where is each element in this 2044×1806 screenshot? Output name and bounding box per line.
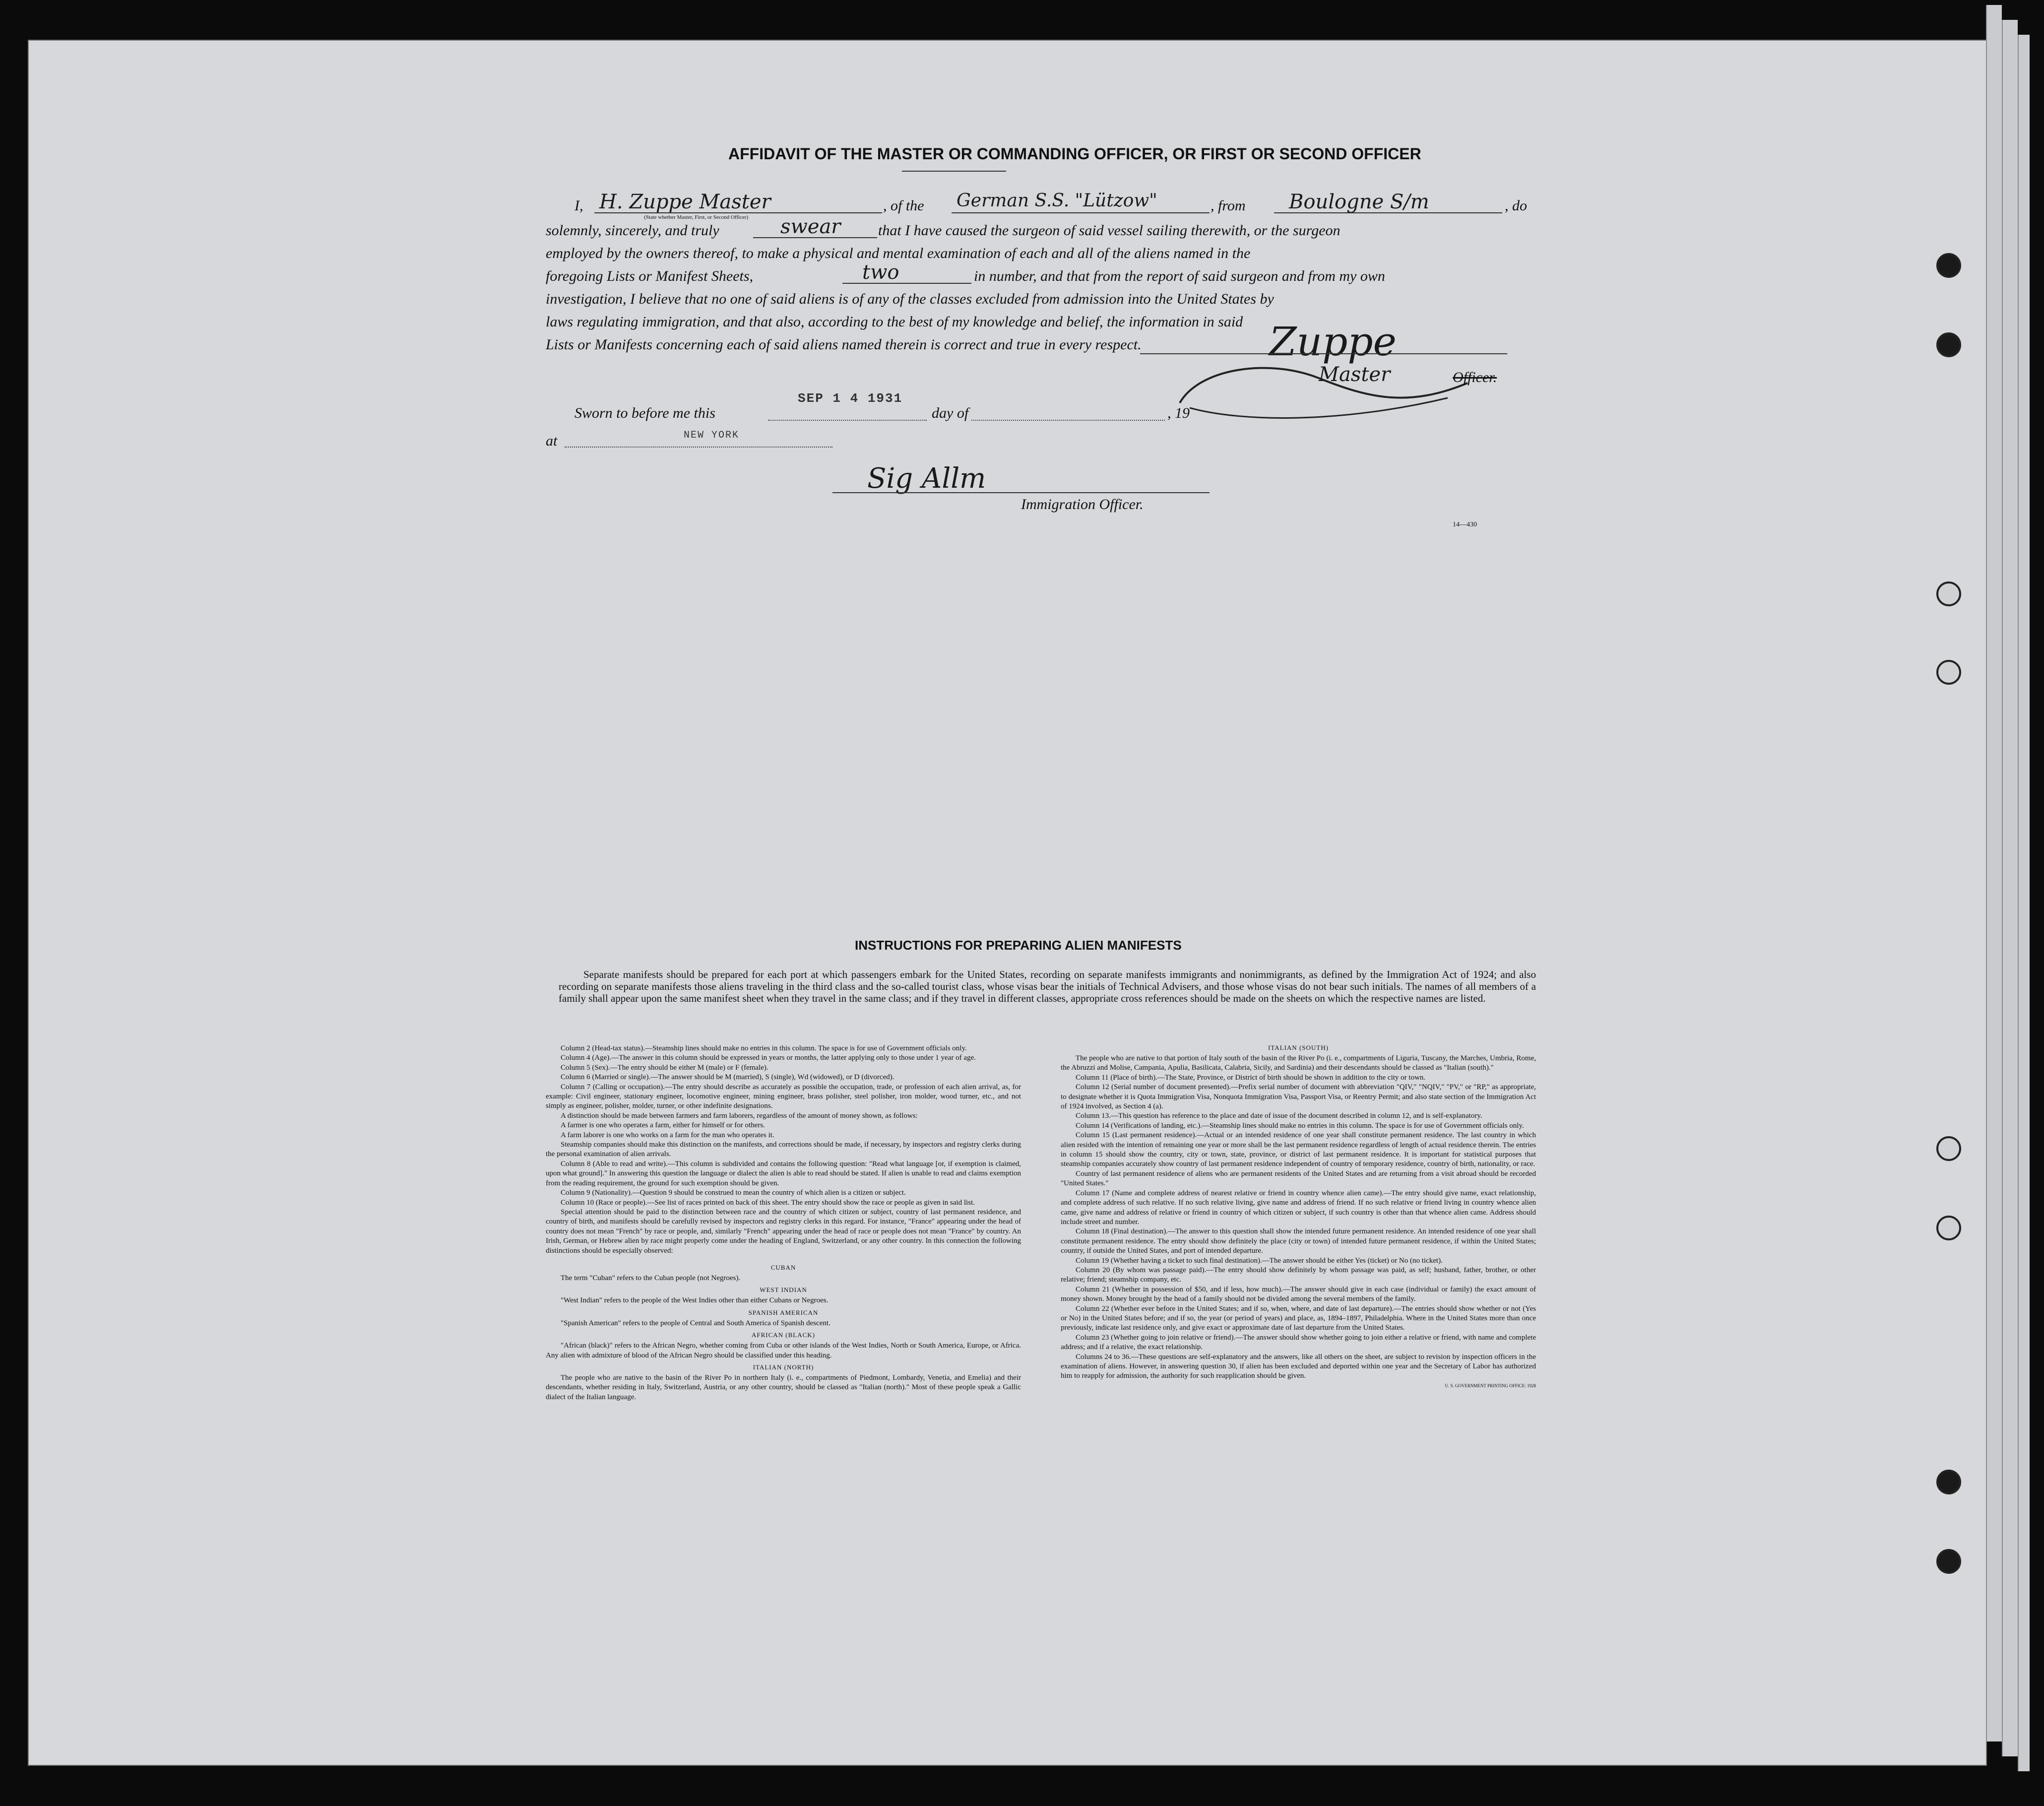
sheet-count-line bbox=[842, 283, 971, 284]
left-para: Column 2 (Head-tax status).—Steamship lines should make no entries in this column. The space is for use of Government officials only. bbox=[561, 1044, 967, 1052]
page-edge bbox=[2002, 20, 2018, 1756]
immigration-officer-title: Immigration Officer. bbox=[1021, 496, 1144, 513]
heading-italian-north: ITALIAN (NORTH) bbox=[753, 1363, 814, 1371]
right-para: Column 14 (Verifications of landing, etc.).—Steamship lines should make no entries in this column. The space is for use of Government officials only. bbox=[1076, 1121, 1524, 1130]
officer-struck: Officer. bbox=[1453, 369, 1497, 386]
year-label: , 19 bbox=[1167, 405, 1190, 421]
at-label: at bbox=[546, 433, 558, 449]
left-para: The term "Cuban" refers to the Cuban people (not Negroes). bbox=[561, 1274, 741, 1282]
affidavit-line4-a: foregoing Lists or Manifest Sheets, bbox=[546, 268, 754, 284]
left-para: Column 8 (Able to read and write).—This column is subdivided and contains the following question: "Read what language [or, if exemption is claimed, upon what ground]." In answering this question the language or dialect the alien is able to read should be stated. If alien is unable to read and claims exemption from the reading requirement, the ground for such exemption should be given. bbox=[546, 1160, 1021, 1187]
left-para: Column 7 (Calling or occupation).—The entry should describe as accurately as possible the occupation, trade, or profession of each alien arrival, as, for example: Civil engineer, stationary engineer, locomotive engineer, mining engineer, brass polisher, steel polisher, iron molder, wood turner, etc., and not simply as engineer, polisher, molder, turner, or other indefinite designations. bbox=[546, 1083, 1021, 1110]
binder-hole-icon bbox=[1936, 332, 1961, 357]
instructions-right-column bbox=[1061, 1044, 1536, 1391]
place-line bbox=[565, 447, 832, 448]
sworn-date-line bbox=[768, 420, 927, 421]
sworn-date-stamp: SEP 1 4 1931 bbox=[798, 391, 903, 406]
left-para: "West Indian" refers to the people of the West Indies other than either Cubans or Negroes. bbox=[561, 1296, 829, 1305]
right-para: Columns 24 to 36.—These questions are self-explanatory and the answers, like all others on the sheet, are subject to revision by inspection officers in the examination of aliens. However, in answering question 30, if alien has been excluded and deported within one year and the Secretary of Labor has authorized him to reapply for admission, the authority for such reapplication should be given. bbox=[1061, 1353, 1536, 1380]
binder-hole-icon bbox=[1936, 1136, 1961, 1161]
left-para: The people who are native to the basin of the River Po in northern Italy (i. e., compartments of Piedmont, Lombardy, Venetia, and Emelia) and their descendants, whether residing in Italy, Switzerland, Austria, or any other country, should be classed as "Italian (north)." Most of these people speak a Gallic dialect of the Italian language. bbox=[546, 1373, 1021, 1401]
vessel-line bbox=[952, 212, 1210, 213]
affidavit-title: AFFIDAVIT OF THE MASTER OR COMMANDING OFFICER, OR FIRST OR SECOND OFFICER bbox=[728, 145, 1421, 163]
affidavit-line2-a: solemnly, sincerely, and truly bbox=[546, 222, 719, 239]
right-para: Column 11 (Place of birth).—The State, Province, or District of birth should be shown in addition to the city or town. bbox=[1076, 1073, 1426, 1082]
day-of-label: day of bbox=[932, 405, 969, 421]
month-line bbox=[971, 420, 1165, 421]
master-signature: Zuppe bbox=[1269, 319, 1397, 365]
master-name-line bbox=[594, 212, 882, 213]
heading-african: AFRICAN (BLACK) bbox=[751, 1331, 816, 1339]
right-para: Column 22 (Whether ever before in the United States; and if so, when, where, and date of last departure).—The entries should show whether or not (Yes or No) in the United States before; and if so, the year (or period of years) and place, as, 1894–1897, Philadelphia. Where in the United States more than once previously, indicate last residence only, and give exact or approximate date of last departure from the United States. bbox=[1061, 1304, 1536, 1332]
affidavit-i-label: I, bbox=[575, 197, 583, 214]
binder-hole-icon bbox=[1936, 1470, 1961, 1494]
left-para: A distinction should be made between farmers and farm laborers, regardless of the amount of money shown, as follows: bbox=[561, 1111, 918, 1120]
binder-hole-icon bbox=[1936, 1549, 1961, 1574]
heading-spanish-american: SPANISH AMERICAN bbox=[748, 1308, 819, 1316]
oath-handwritten: swear bbox=[780, 215, 841, 238]
right-para: Column 20 (By whom was passage paid).—The entry should show definitely by whom passage was paid, as self; husband, father, brother, or other relative; friend; steamship company, etc. bbox=[1061, 1266, 1536, 1284]
affidavit-line7: Lists or Manifests concerning each of said aliens named therein is correct and true in every respect. bbox=[546, 336, 1142, 353]
heading-cuban: CUBAN bbox=[770, 1263, 796, 1271]
sworn-label: Sworn to before me this bbox=[575, 405, 715, 421]
document-page bbox=[29, 41, 1986, 1765]
instructions-intro: Separate manifests should be prepared for each port at which passengers embark for the United States, recording on separate manifests immigrants and nonimmigrants, as defined by the Immigration Act of 1924; and also recording on separate manifests those aliens traveling in the third class and the so-called tourist class, whose visas bear the initials of Technical Advisers, and those whose visas do not bear such initials. The names of all members of a family shall appear upon the same manifest sheet when they travel in the same class; and if they travel in different classes, appropriate cross references should be made on the sheets on which the respective names are listed. bbox=[559, 968, 1536, 1004]
right-para: The people who are native to that portion of Italy south of the basin of the River Po (i. e., compartments of Liguria, Tuscany, the Marches, Umbria, Rome, the Abruzzi and Molise, Campania, Apulia, Basilicata, Calabria, Sicily, and Sardinia) and their descendants should be classed as "Italian (south)." bbox=[1061, 1054, 1536, 1072]
affidavit-line3: employed by the owners thereof, to make a physical and mental examination of each and all of the aliens named in the bbox=[546, 245, 1251, 261]
do-label: , do bbox=[1505, 197, 1527, 214]
left-para: "Spanish American" refers to the people of Central and South America of Spanish descent. bbox=[561, 1319, 830, 1327]
signature-title: Master bbox=[1319, 363, 1391, 386]
left-para: A farmer is one who operates a farm, either for himself or for others. bbox=[561, 1121, 765, 1130]
instructions-left-column bbox=[546, 1044, 1021, 1402]
affidavit-line4-b: in number, and that from the report of said surgeon and from my own bbox=[974, 268, 1385, 284]
left-para: "African (black)" refers to the African Negro, whether coming from Cuba or other islands of the West Indies, North or South America, Europe, or Africa. Any alien with admixture of blood of the African Negro should be classified under this heading. bbox=[546, 1342, 1021, 1359]
immigration-officer-signature: Sig Allm bbox=[867, 462, 986, 495]
binder-hole-icon bbox=[1936, 660, 1961, 685]
heading-west-indian: WEST INDIAN bbox=[760, 1286, 807, 1294]
heading-italian-south: ITALIAN (SOUTH) bbox=[1268, 1044, 1329, 1051]
master-name-handwritten: H. Zuppe Master bbox=[599, 191, 771, 213]
from-port-line bbox=[1274, 212, 1502, 213]
signature-line bbox=[1140, 353, 1507, 354]
place-stamp: NEW YORK bbox=[684, 430, 740, 441]
title-rule bbox=[902, 171, 1006, 172]
left-para: Column 9 (Nationality).—Question 9 should be construed to mean the country of which alien is a citizen or subject. bbox=[561, 1189, 906, 1197]
affidavit-line6: laws regulating immigration, and that also, according to the best of my knowledge and belief, the information in said bbox=[546, 314, 1243, 330]
left-para: Special attention should be paid to the distinction between race and the country of which citizen or subject, country of last permanent residence, and country of birth, and manifests should be carefully revised by inspectors and registry clerks in this regard. For instance, "France" appearing under the head of country does not mean "French" by race or people, and, similarly "French" appearing under the head of race or people does not mean "France" by country. An Irish, German, or Hebrew alien by race might properly come under the heading of England, Switzerland, or any other country. In this connection the following distinctions should be especially observed: bbox=[546, 1208, 1021, 1255]
instructions-title: INSTRUCTIONS FOR PREPARING ALIEN MANIFESTS bbox=[855, 938, 1182, 953]
left-para: Column 6 (Married or single).—The answer should be M (married), S (single), Wd (widowed), or D (divorced). bbox=[561, 1073, 894, 1082]
left-para: Column 5 (Sex).—The entry should be either M (male) or F (female). bbox=[561, 1063, 768, 1072]
right-para: Column 23 (Whether going to join relative or friend).—The answer should show whether going to join either a relative or friend, with name and complete address; and if a relative, the exact relationship. bbox=[1061, 1333, 1536, 1352]
state-hint: (State whether Master, First, or Second Officer) bbox=[644, 214, 749, 220]
right-para: Column 13.—This question has reference to the place and date of issue of the document described in column 12, and is self-explanatory. bbox=[1076, 1112, 1482, 1120]
vessel-handwritten: German S.S. "Lützow" bbox=[957, 191, 1157, 211]
binder-hole-icon bbox=[1936, 581, 1961, 606]
officer-signature-line bbox=[832, 492, 1210, 493]
form-number: 14—430 bbox=[1453, 521, 1477, 528]
right-para: Column 19 (Whether having a ticket to such final destination).—The answer should be either Yes (ticket) or No (no ticket). bbox=[1076, 1256, 1443, 1265]
printer-line: U. S. GOVERNMENT PRINTING OFFICE: 1928 bbox=[1445, 1383, 1536, 1388]
from-label: , from bbox=[1211, 197, 1246, 214]
left-para: A farm laborer is one who works on a farm for the man who operates it. bbox=[561, 1131, 774, 1139]
left-para: Steamship companies should make this distinction on the manifests, and corrections should be made, if necessary, by inspectors and registry clerks during the personal examination of alien arrivals. bbox=[546, 1141, 1021, 1159]
oath-line bbox=[753, 237, 877, 238]
right-para: Column 18 (Final destination).—The answer to this question shall show the intended future permanent residence. An intended residence of one year shall constitute permanent residence. The entry should show definitely the place (city or town) of intended future permanent residence, if within the United States; country, if outside the United States, and port of intended departure. bbox=[1061, 1227, 1536, 1255]
right-para: Country of last permanent residence of aliens who are permanent residents of the United States and are returning from a visit abroad should be recorded "United States." bbox=[1061, 1169, 1536, 1188]
left-para: Column 10 (Race or people).—See list of races printed on back of this sheet. The entry should show the race or people as given in said list. bbox=[561, 1198, 975, 1207]
of-the-label: , of the bbox=[883, 197, 924, 214]
affidavit-line5: investigation, I believe that no one of said aliens is of any of the classes excluded from admission into the United States by bbox=[546, 291, 1274, 307]
left-para: Column 4 (Age).—The answer in this column should be expressed in years or months, the latter applying only to those under 1 year of age. bbox=[561, 1054, 976, 1062]
page-edge bbox=[2018, 35, 2030, 1771]
binder-hole-icon bbox=[1936, 253, 1961, 278]
binder-hole-icon bbox=[1936, 1216, 1961, 1240]
affidavit-line2-b: that I have caused the surgeon of said vessel sailing therewith, or the surgeon bbox=[878, 222, 1341, 239]
right-para: Column 12 (Serial number of document presented).—Prefix serial number of document with abbreviation "QIV," "NQIV," "PV," or "RP," as appropriate, to designate whether it is Quota Immigration Visa, Nonquota Immigration Visa, Passport Visa, or Reentry Permit; and also state section of the Immigration Act of 1924 involved, as Section 4 (a). bbox=[1061, 1083, 1536, 1111]
right-para: Column 21 (Whether in possession of $50, and if less, how much).—The answer should give in each case (individual or family) the exact amount of money shown. Money brought by the head of a family should not be divided among the several members of the family. bbox=[1061, 1285, 1536, 1303]
right-para: Column 17 (Name and complete address of nearest relative or friend in country whence alien came).—The entry should give name, exact relationship, and complete address of such relative. If no such relative living, give name and address of friend. If no such relative or friend living in country whence alien came, give name and address of relative or friend in country of which citizen or subject, if such country is other than that whence alien came. Address should include street and number. bbox=[1061, 1189, 1536, 1226]
from-port-handwritten: Boulogne S/m bbox=[1289, 191, 1429, 213]
page-edge bbox=[1986, 5, 2002, 1742]
right-para: Column 15 (Last permanent residence).—Actual or an intended residence of one year shall constitute permanent residence. The last country in which alien resided with the intention of remaining one year or more shall be the last permanent residence regardless of length of actual residence therein. The entries in column 15 should show the country, city or town, state, province, or district of last permanent residence. It is important for statistical purposes that steamship companies accurately show country of last permanent residence independent of country of temporary residence, country of birth, nationality, or race. bbox=[1061, 1131, 1536, 1168]
sheet-count-handwritten: two bbox=[862, 261, 899, 284]
